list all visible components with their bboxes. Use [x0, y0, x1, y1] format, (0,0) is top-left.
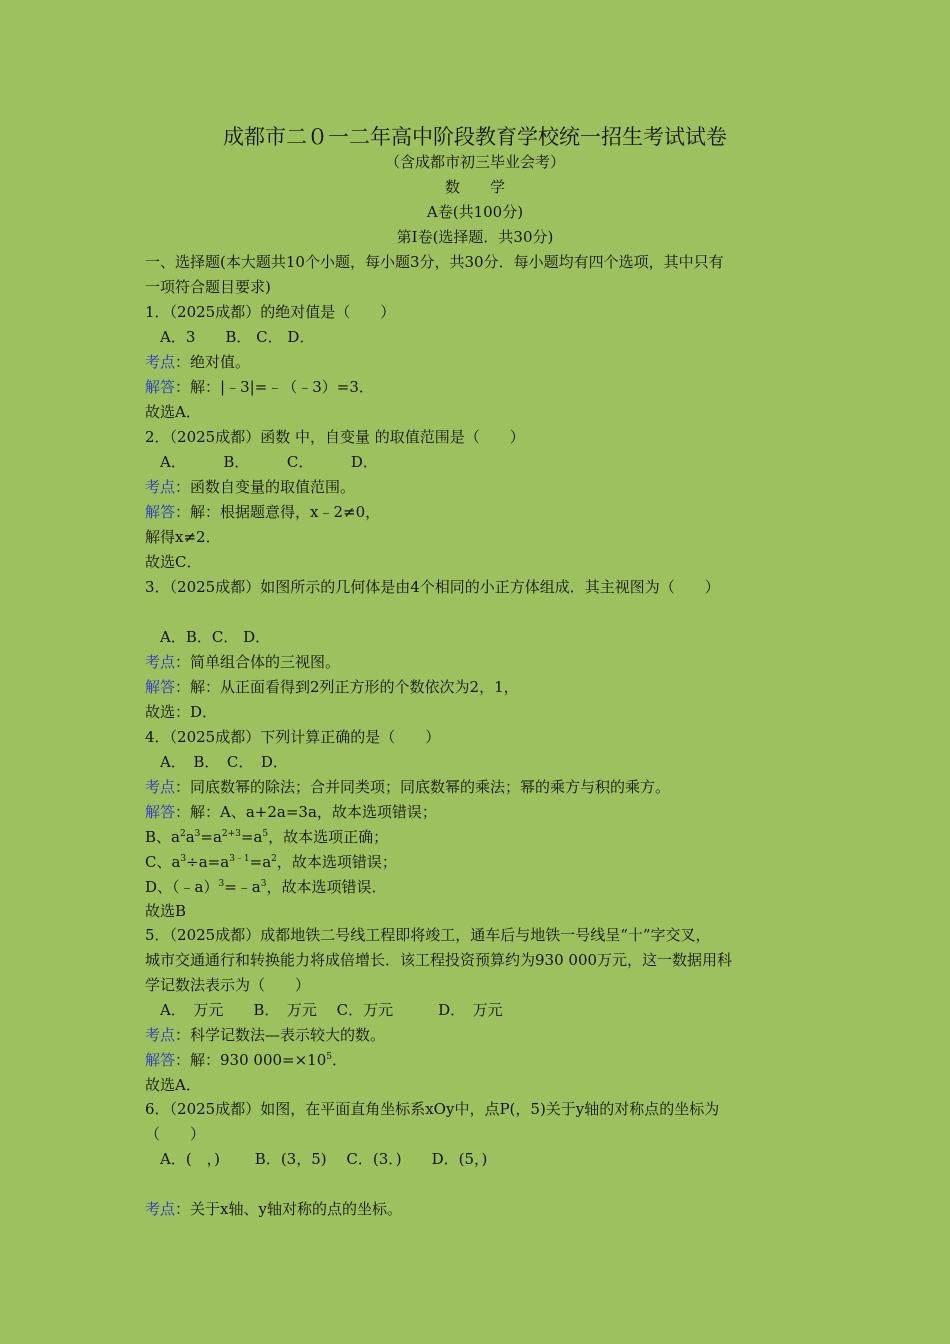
jieda-label: 解答	[145, 503, 176, 521]
q1-answer: 故选A．	[145, 403, 201, 421]
q1-options: A．3 B． C． D．	[145, 328, 315, 346]
text-run: ．	[332, 1051, 348, 1069]
q2-jieda	[145, 502, 820, 522]
q4-jieda-text: ：解：A、a+2a=3a，故本选项错误；	[175, 803, 437, 821]
superscript: 5	[326, 1052, 333, 1062]
superscript: 5	[262, 829, 269, 839]
superscript: 3	[260, 879, 267, 889]
q2-kaodian-text: ：函数自变量的取值范围。	[175, 478, 356, 496]
q1-stem: 1．（2025成都）的绝对值是（ ）	[145, 303, 396, 321]
page-subtitle: （含成都市初三毕业会考）	[384, 153, 565, 171]
text-run: ：解：930 000=×10	[175, 1051, 327, 1069]
q6-kaodian	[145, 1199, 820, 1219]
q4-answer: 故选B	[145, 902, 187, 920]
kaodian-label: 考点	[145, 653, 176, 671]
q6-options: A．( ，) B．(3，5) C．(3．) D．(5，)	[145, 1150, 488, 1168]
superscript: 3	[218, 879, 225, 889]
q1-jieda	[145, 377, 820, 397]
text-run: ，故本选项错误．	[266, 878, 387, 896]
q3-kaodian	[145, 652, 820, 672]
part1-heading: 第Ⅰ卷(选择题．共30分)	[396, 228, 554, 246]
q6-kaodian-text: ：关于x轴、y轴对称的点的坐标。	[175, 1200, 402, 1218]
text-run: =﹣a	[224, 878, 261, 896]
superscript: 2	[179, 829, 186, 839]
jieda-label: 解答	[145, 378, 176, 396]
q4-stem: 4．（2025成都）下列计算正确的是（ ）	[145, 728, 441, 746]
superscript: 2	[271, 854, 277, 864]
q2-step: 解得x≠2．	[145, 528, 221, 546]
q2-kaodian	[145, 477, 820, 497]
q5-answer: 故选A．	[145, 1076, 201, 1094]
q3-options: A．B．C． D．	[145, 628, 271, 646]
q3-jieda	[145, 677, 820, 697]
kaodian-label: 考点	[145, 353, 176, 371]
page-title: 成都市二０一二年高中阶段教育学校统一招生考试试卷	[223, 125, 727, 149]
jieda-label: 解答	[145, 678, 176, 696]
text-run: ，故本选项错误；	[276, 853, 397, 871]
q2-stem: 2．（2025成都）函数 中，自变量 的取值范围是（ ）	[145, 428, 525, 446]
text-run: =a	[240, 828, 263, 846]
superscript: 2+3	[221, 829, 241, 839]
kaodian-label: 考点	[145, 1026, 176, 1044]
q5-options: A． 万元 B． 万元 C．万元 D． 万元	[145, 1001, 503, 1019]
section-a-heading: A卷(共100分)	[426, 203, 524, 221]
q1-kaodian-text: ：绝对值。	[175, 353, 251, 371]
instructions-line-1: 一、选择题(本大题共10个小题，每小题3分，共30分．每小题均有四个选项，其中只有	[145, 253, 724, 271]
text-run: a	[185, 828, 195, 846]
q4-kaodian-text: ：同底数幂的除法；合并同类项；同底数幂的乘法；幂的乘方与积的乘方。	[175, 778, 671, 796]
q4-jieda	[145, 802, 820, 822]
instructions-line-2: 一项符合题目要求)	[145, 278, 271, 296]
q5-stem-1: 5．（2025成都）成都地铁二号线工程即将竣工，通车后与地铁一号线呈“十”字交叉，	[145, 926, 711, 944]
q1-jieda-text: ：解：|﹣3|=﹣（﹣3）=3．	[175, 378, 374, 396]
text-run: ，故本选项正确；	[268, 828, 389, 846]
q5-stem-2: 城市交通通行和转换能力将成倍增长．该工程投资预算约为930 000万元，这一数据用科	[145, 951, 733, 969]
q4-step-d	[145, 877, 820, 897]
q3-jieda-text: ：解：从正面看得到2列正方形的个数依次为2，1，	[175, 678, 519, 696]
q6-stem-2: （ ）	[145, 1125, 206, 1143]
jieda-label: 解答	[145, 803, 176, 821]
q2-answer: 故选C．	[145, 553, 202, 571]
q3-stem: 3．（2025成都）如图所示的几何体是由4个相同的小正方体组成．其主视图为（ ）	[145, 578, 720, 596]
superscript: 3	[194, 829, 201, 839]
q3-answer: 故选：D．	[145, 703, 218, 721]
q6-stem-1: 6．（2025成都）如图，在平面直角坐标系xOy中，点P(，5)关于y轴的对称点的坐标为	[145, 1100, 720, 1118]
superscript: 3﹣1	[229, 854, 250, 864]
q5-stem-3: 学记数法表示为（ ）	[145, 976, 311, 994]
q4-step-c	[145, 852, 820, 872]
q3-kaodian-text: ：简单组合体的三视图。	[175, 653, 341, 671]
text-run: ÷a=a	[186, 853, 230, 871]
q5-kaodian-text: ：科学记数法—表示较大的数。	[175, 1026, 386, 1044]
superscript: 3	[180, 854, 187, 864]
subject-heading: 数 学	[444, 178, 505, 196]
q4-step-b	[145, 827, 820, 847]
q5-jieda	[145, 1050, 820, 1070]
text-run: D、（﹣a）	[145, 878, 219, 896]
q4-options: A． B． C． D．	[145, 753, 288, 771]
kaodian-label: 考点	[145, 778, 176, 796]
kaodian-label: 考点	[145, 1200, 176, 1218]
text-run: =a	[249, 853, 272, 871]
text-run: C、a	[145, 853, 181, 871]
q1-kaodian	[145, 352, 820, 372]
q5-kaodian	[145, 1025, 820, 1045]
text-run: B、a	[145, 828, 180, 846]
jieda-label: 解答	[145, 1051, 176, 1069]
q2-jieda-text: ：解：根据题意得，x﹣2≠0，	[175, 503, 381, 521]
text-run: =a	[200, 828, 222, 846]
q4-kaodian	[145, 777, 820, 797]
kaodian-label: 考点	[145, 478, 176, 496]
q2-options: A． B． C． D．	[145, 453, 378, 471]
